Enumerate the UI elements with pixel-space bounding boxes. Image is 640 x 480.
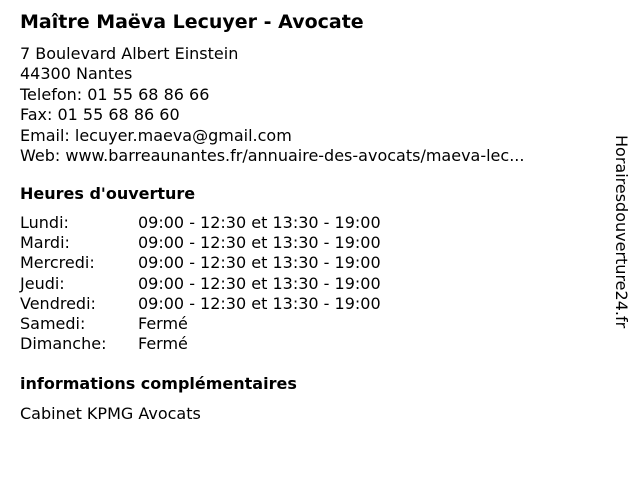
phone-line: Telefon: 01 55 68 86 66 (20, 84, 210, 104)
site-watermark: Horairesdouverture24.fr (612, 135, 631, 329)
day-label: Vendredi: (20, 293, 96, 313)
hours-value: 09:00 - 12:30 et 13:30 - 19:00 (138, 273, 381, 293)
hours-heading: Heures d'ouverture (20, 184, 196, 203)
extra-info-heading: informations complémentaires (20, 374, 297, 393)
fax-line: Fax: 01 55 68 86 60 (20, 105, 180, 125)
page-title: Maître Maëva Lecuyer - Avocate (20, 11, 364, 33)
day-label: Lundi: (20, 213, 69, 232)
hours-value: 09:00 - 12:30 et 13:30 - 19:00 (138, 233, 381, 253)
extra-info-text: Cabinet KPMG Avocats (20, 404, 201, 423)
hours-value: 09:00 - 12:30 et 13:30 - 19:00 (138, 293, 381, 313)
contact-block (20, 44, 524, 166)
hours-value: 09:00 - 12:30 et 13:30 - 19:00 (138, 213, 381, 232)
address-city: 44300 Nantes (20, 64, 133, 84)
address-street: 7 Boulevard Albert Einstein (20, 44, 239, 63)
day-label: Mercredi: (20, 253, 95, 273)
web-line: Web: www.barreaunantes.fr/annuaire-des-avocats/maeva-lec... (20, 145, 525, 165)
hours-value: 09:00 - 12:30 et 13:30 - 19:00 (138, 253, 381, 273)
day-label: Mardi: (20, 233, 70, 253)
day-label: Dimanche: (20, 334, 107, 354)
email-line: Email: lecuyer.maeva@gmail.com (20, 125, 292, 145)
day-label: Jeudi: (20, 273, 65, 293)
day-label: Samedi: (20, 313, 86, 333)
hours-value: Fermé (138, 334, 188, 354)
hours-value: Fermé (138, 313, 188, 333)
